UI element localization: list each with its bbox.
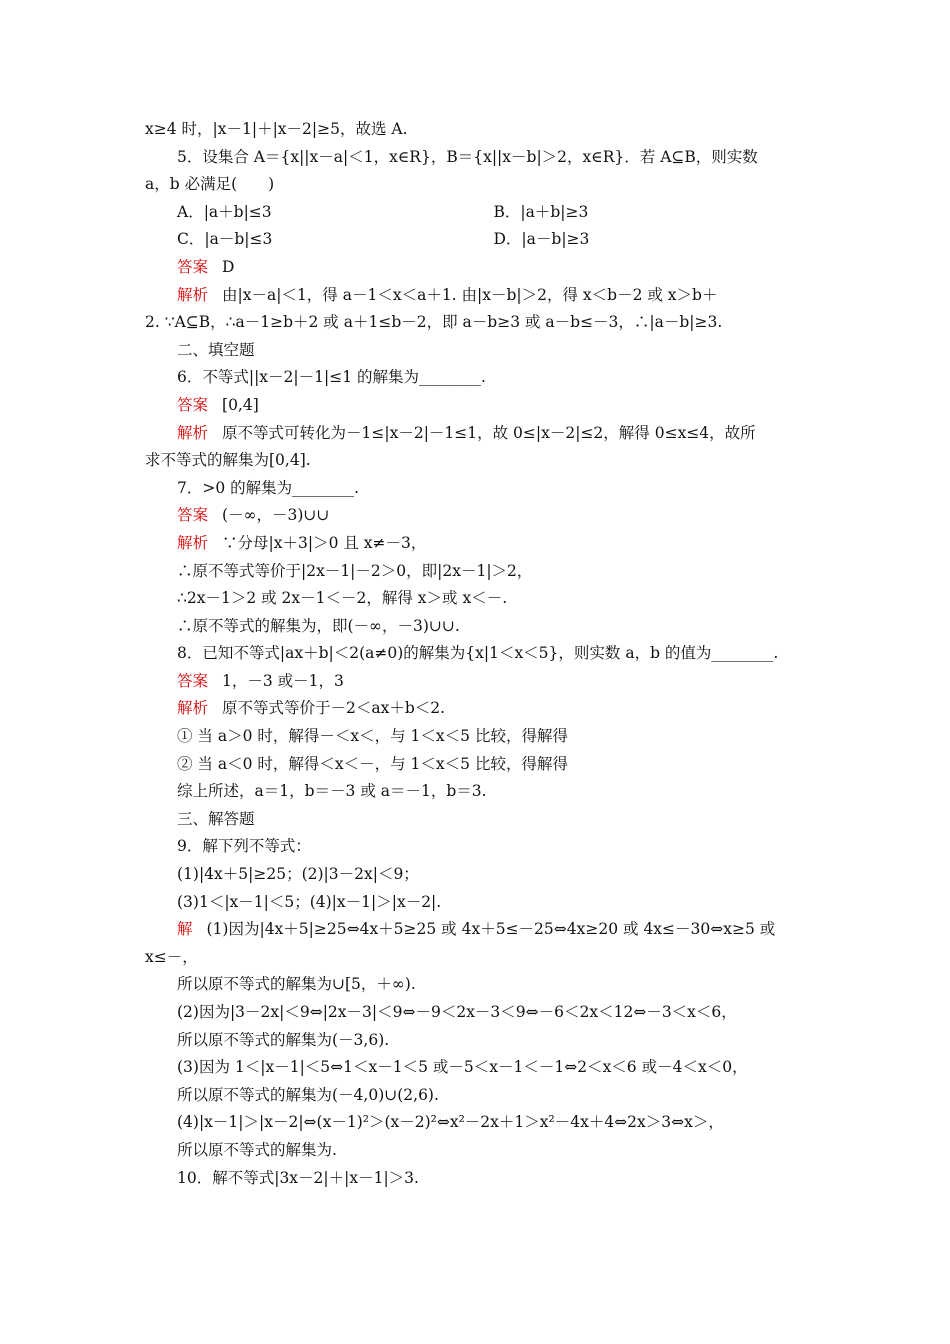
text-line: [145, 861, 810, 889]
line-text: 10．解不等式|3x－2|＋|x－1|＞3.: [177, 1168, 419, 1187]
text-line: [145, 254, 810, 282]
answer-label: 答案: [177, 257, 209, 276]
text-line: [145, 1165, 810, 1193]
line-text: (3)1＜|x－1|＜5；(4)|x－1|＞|x－2|.: [177, 892, 442, 911]
text-line: [145, 1054, 810, 1082]
text-line: [145, 337, 810, 365]
line-text: ∴原不等式的解集为，即(－∞，－3)∪∪.: [177, 616, 460, 635]
text-line: [145, 364, 810, 392]
text-line: [145, 282, 810, 310]
text-line: [145, 1137, 810, 1165]
answer-label: 解: [177, 920, 193, 939]
line-text: x≤－，: [145, 947, 198, 966]
line-text: (－∞，－3)∪∪: [222, 506, 330, 525]
line-text: 综上所述，a＝1，b＝－3 或 a＝－1，b＝3.: [177, 782, 487, 801]
line-text: 2. ∵A⊆B，∴a－1≥b＋2 或 a＋1≤b－2，即 a－b≥3 或 a－b≤－3，∴|a－b|≥3.: [145, 313, 723, 332]
text-line: [145, 116, 810, 144]
line-text: 三、解答题: [177, 809, 255, 828]
text-line: [145, 971, 810, 999]
option-item: D．|a－b|≥3: [493, 230, 590, 249]
line-text: (2)因为|3－2x|＜9⇔|2x－3|＜9⇔－9＜2x－3＜9⇔－6＜2x＜12⇔－3＜x＜6，: [177, 1003, 737, 1021]
line-text: 求不等式的解集为[0,4].: [145, 451, 311, 470]
line-text: [0,4]: [222, 395, 259, 414]
text-line: [145, 833, 810, 861]
text-line: [145, 1109, 810, 1137]
text-line: [145, 668, 810, 696]
text-line: [145, 144, 810, 172]
text-line: [145, 309, 810, 337]
text-line: [145, 447, 810, 475]
line-text: x≥4 时，|x－1|＋|x－2|≥5，故选 A.: [145, 120, 408, 138]
option-item: B．|a＋b|≥3: [493, 202, 589, 221]
answer-label: 答案: [177, 395, 209, 414]
line-text: (1)因为|4x＋5|≥25⇔4x＋5≥25 或 4x＋5≤－25⇔4x≥20 或 4x≤－30⇔x≥5 或: [206, 920, 776, 939]
text-line: [145, 944, 810, 972]
text-line: [145, 392, 810, 420]
text-line: [145, 1027, 810, 1055]
text-line: [145, 613, 810, 641]
line-text: 所以原不等式的解集为(－3,6).: [177, 1030, 390, 1049]
text-line: [145, 889, 810, 917]
line-text: 5．设集合 A＝{x||x－a|＜1，x∈R}，B＝{x||x－b|＞2，x∈R}．若 A⊆B，则实数: [177, 147, 758, 166]
text-line: [145, 585, 810, 613]
text-line: [145, 999, 810, 1027]
line-text: 所以原不等式的解集为.: [177, 1140, 337, 1159]
answer-label: 解析: [177, 285, 209, 304]
line-text: ∴2x－1＞2 或 2x－1＜－2，解得 x＞或 x＜－.: [177, 589, 508, 608]
answer-label: 解析: [177, 533, 209, 552]
text-line: [145, 723, 810, 751]
text-line: [145, 751, 810, 779]
answer-label: 解析: [177, 699, 209, 718]
line-text: ∵分母|x＋3|＞0 且 x≠－3，: [222, 533, 427, 552]
line-text: 由|x－a|＜1，得 a－1＜x＜a＋1. 由|x－b|＞2，得 x＜b－2 或 x＞b＋: [222, 285, 718, 304]
text-line: [145, 1082, 810, 1110]
text-line: [145, 171, 810, 199]
text-line: [145, 502, 810, 530]
text-line: [145, 475, 810, 503]
text-line: [145, 778, 810, 806]
line-text: 8．已知不等式|ax＋b|＜2(a≠0)的解集为{x|1＜x＜5}，则实数 a，b 的值为________.: [177, 644, 779, 663]
option-item: A．|a＋b|≤3: [177, 202, 272, 221]
option-item: C．|a－b|≤3: [177, 230, 273, 249]
answer-label: 答案: [177, 671, 209, 690]
line-text: 6．不等式||x－2|－1|≤1 的解集为________.: [177, 368, 486, 387]
line-text: 7．>0 的解集为________.: [177, 478, 360, 497]
line-text: ② 当 a＜0 时，解得＜x＜－，与 1＜x＜5 比较，得解得: [177, 754, 568, 773]
text-line: [145, 558, 810, 586]
line-text: 原不等式可转化为－1≤|x－2|－1≤1，故 0≤|x－2|≤2，解得 0≤x≤4，故所: [222, 423, 756, 442]
text-line: [145, 916, 810, 944]
line-text: (4)|x－1|＞|x－2|⇔(x－1)²＞(x－2)²⇔x²－2x＋1＞x²－4x＋4⇔2x＞3⇔x＞，: [177, 1113, 724, 1132]
options-row: [145, 226, 810, 254]
line-text: ∴原不等式等价于|2x－1|－2＞0，即|2x－1|＞2，: [177, 561, 533, 580]
answer-label: 答案: [177, 506, 209, 525]
text-line: [145, 640, 810, 668]
line-text: 原不等式等价于－2＜ax＋b＜2.: [222, 699, 446, 718]
line-text: a，b 必满足( ): [145, 175, 275, 194]
answer-label: 解析: [177, 423, 209, 442]
text-line: [145, 420, 810, 448]
options-row: [145, 199, 810, 227]
text-line: [145, 530, 810, 558]
line-text: 9．解下列不等式：: [177, 837, 311, 856]
line-text: 所以原不等式的解集为(－4,0)∪(2,6).: [177, 1085, 439, 1104]
line-text: (3)因为 1＜|x－1|＜5⇔1＜x－1＜5 或－5＜x－1＜－1⇔2＜x＜6 或－4＜x＜0，: [177, 1058, 748, 1077]
text-line: [145, 695, 810, 723]
text-line: [145, 806, 810, 834]
line-text: 所以原不等式的解集为∪[5，＋∞).: [177, 975, 416, 994]
line-text: 1，－3 或－1，3: [222, 671, 344, 690]
line-text: ① 当 a＞0 时，解得－＜x＜，与 1＜x＜5 比较，得解得: [177, 727, 568, 746]
line-text: 二、填空题: [177, 340, 255, 359]
line-text: (1)|4x＋5|≥25；(2)|3－2x|＜9；: [177, 865, 419, 884]
line-text: D: [222, 257, 235, 276]
document-page: [145, 116, 810, 1192]
